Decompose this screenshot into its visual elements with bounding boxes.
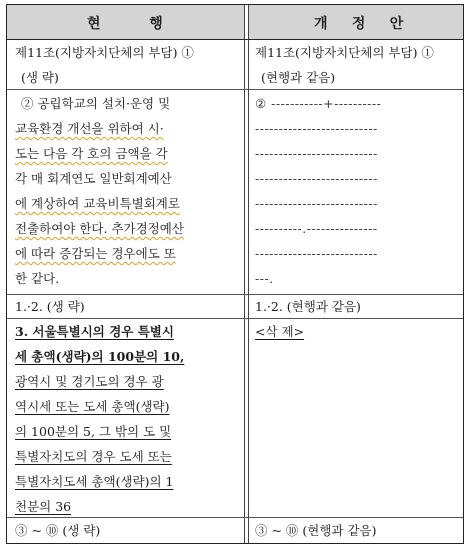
header-current-cell	[7, 5, 244, 39]
text-line: ② 공립학교의 설치·운영 및	[21, 96, 171, 111]
text-line: 교육환경 개선을 위하여 시·	[15, 121, 164, 136]
text-line: --------------------------	[255, 171, 378, 186]
text-line: --------------------------	[255, 246, 378, 261]
para2-current	[15, 91, 239, 291]
item3-revised	[255, 319, 461, 344]
text-line: 1.·2. (생 략)	[15, 299, 85, 314]
text-line: 한 같다.	[15, 271, 60, 286]
text-line: (생 략)	[21, 70, 59, 85]
text-line: 에 계상하여 교육비특별회계로	[15, 196, 180, 211]
text-line: 제11조(지방자치단체의 부담) ①	[255, 45, 434, 60]
text-line: 역시세 또는 도세 총액(생략)	[15, 399, 170, 414]
text-line: 천분의 36	[15, 499, 72, 514]
text-line: 제11조(지방자치단체의 부담) ①	[15, 45, 194, 60]
text-line: 특별자치도세 총액(생략)의 1	[15, 474, 174, 489]
text-line: ----------.---------------	[255, 221, 378, 236]
items12-current	[15, 294, 239, 319]
text-line: 에 따라 증감되는 경우에도 또	[15, 246, 176, 261]
text-line: (현행과 같음)	[261, 70, 336, 85]
text-line: 각 매 회계연도 일반회계예산	[15, 171, 172, 186]
text-line: 세 총액(생략)의 100분의 10,	[15, 349, 185, 364]
text-line: --------------------------	[255, 146, 378, 161]
column-divider-second	[248, 5, 249, 543]
text-line: 의 100분의 5, 그 밖의 도 및	[15, 424, 172, 439]
text-line: ---.	[255, 271, 274, 286]
para3to10-revised	[255, 518, 461, 543]
text-line: --------------------------	[255, 196, 378, 211]
text-line: ② -----------+----------	[255, 96, 382, 111]
text-line: 특별자치도의 경우 도세 또는	[15, 449, 172, 464]
column-divider	[244, 5, 245, 543]
text-line: 전출하여야 한다. 추가경정예산	[15, 221, 184, 236]
para2-revised	[255, 91, 461, 291]
text-line: ③ ~ ⑩ (현행과 같음)	[255, 523, 377, 538]
header-revised: 개 정 안	[314, 16, 404, 32]
text-line: --------------------------	[255, 121, 378, 136]
text-line: ③ ~ ⑩ (생 략)	[15, 523, 101, 538]
text-line: 광역시 및 경기도의 경우 광	[15, 374, 164, 389]
text-line: 1.·2. (현행과 같음)	[255, 299, 361, 314]
text-line: 도는 다음 각 호의 금액을 각	[15, 146, 168, 161]
comparison-table	[6, 4, 464, 544]
text-line: 3. 서울특별시의 경우 특별시	[15, 324, 174, 339]
item3-current	[15, 319, 239, 519]
header-current: 현 행	[87, 16, 163, 32]
para3to10-current	[15, 518, 239, 543]
deleted-marker: <삭 제>	[255, 324, 305, 339]
article-current	[15, 40, 239, 90]
header-revised-cell	[249, 5, 463, 39]
items12-revised	[255, 294, 461, 319]
article-revised	[255, 40, 461, 90]
